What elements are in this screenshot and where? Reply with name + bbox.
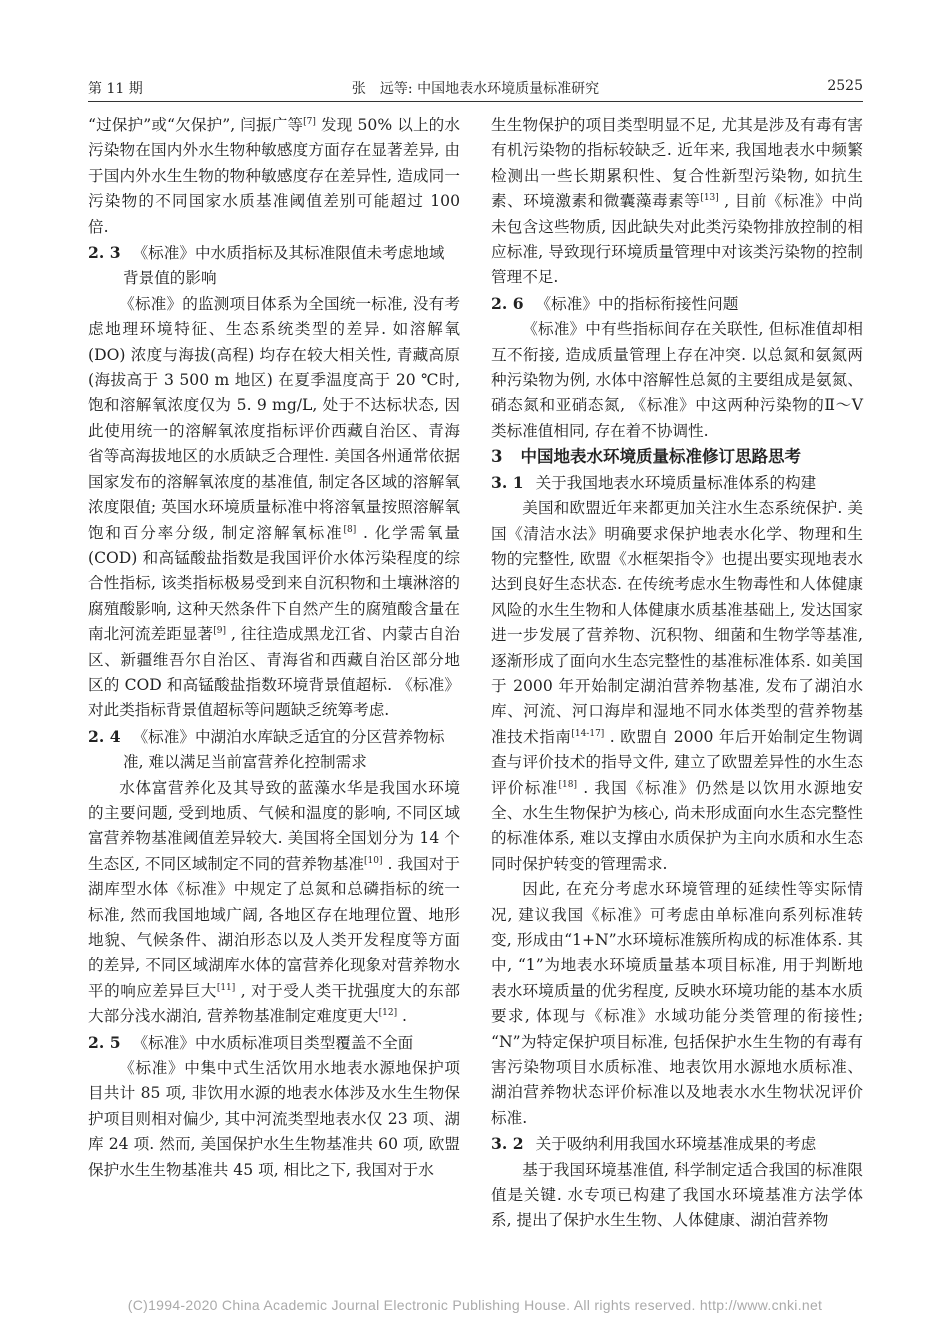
paragraph: “过保护”或“欠保护”, 闫振广等[7] 发现 50% 以上的水污染物在国内外水生物种敏感度方面存在显著差异, 由于国内外水生生物的物种敏感度存在差异性, 造成同一污染物的不同国家水质基准阈值差别可能超过 100 倍. [88, 116, 460, 236]
copyright-footer: (C)1994-2020 China Academic Journal Electronic Publishing House. All rights reserved. http://www.cnki.net [127, 1297, 823, 1313]
section-title: 《标准》中水质指标及其标准限值未考虑地域 [132, 244, 445, 263]
section-number: 2. 5 [88, 1032, 121, 1052]
section-heading-2-3 [88, 240, 460, 292]
citation-marker: [9] [213, 625, 226, 636]
section-number: 2. 4 [88, 726, 121, 746]
citation-marker: [10] [364, 855, 383, 866]
section-number: 3 [491, 447, 503, 467]
paragraph: 《标准》中有些指标间存在关联性, 但标准值却相互不衔接, 造成质量管理上存在冲突. 以总氮和氨氮两种污染物为例, 水体中溶解性总氮的主要组成是氨氮、硝态氮和亚硝态氮, 《标准》中这两种污染物的Ⅱ～Ⅴ类标准值相同, 存在着不协调性. [491, 320, 863, 440]
citation-marker: [12] [378, 1008, 398, 1019]
paragraph: 水体富营养化及其导致的蓝藻水华是我国水环境的主要问题, 受到地质、气候和温度的影响, 不同区域富营养物基准阈值差异较大. 美国将全国划分为 14 个生态区, 不同区域制定不同的营养物基准[10] . 我国对于湖库型水体《标准》中规定了总氮和总磷指标的统一标准, 然而我国地域广阔, 各地区存在地理位置、地形地貌、气候条件、湖泊形态以及人类开发程度等方面的差异, 不同区域湖库水体的富营养化现象对营养物水平的响应差异巨大[11] , 对于受人类干扰强度大的东部大部分浅水湖泊, 营养物基准制定难度更大[12] . [88, 778, 461, 1026]
section-title-continued: 背景值的影响 [123, 269, 217, 288]
paragraph: 美国和欧盟近年来都更加关注水生态系统保护. 美国《清洁水法》明确要求保护地表水化学、物理和生物的完整性, 欧盟《水框架指令》也提出要实现地表水达到良好生态状态. 在传统考虑水生物毒性和人体健康风险的水生生物和人体健康水质基准基础上, 发达国家进一步发展了营养物、沉积物、细菌和生物学等基准, 逐渐形成了面向水生态完整性的基准标准体系. 如美国于 2000 年开始制定湖泊营养物基准, 发布了湖泊水库、河流、河口海岸和湿地不同水体类型的营养物基准技术指南[14-17] . 欧盟自 2000 年后开始制定生物调查与评价技术的指导文件, 建立了欧盟差异性的水生态评价标准[18] . 我国《标准》仍然是以饮用水源地安全、水生生物保护为核心, 尚未形成面向水生态完整性的标准体系, 难以支撑由水质保护为主向水质和水生态同时保护转变的管理需求. [491, 499, 863, 873]
section-heading-2-4 [88, 724, 460, 776]
section-title: 《标准》中水质标准项目类型覆盖不全面 [132, 1033, 414, 1052]
section-title-continued: 准, 难以满足当前富营养化控制需求 [123, 753, 367, 772]
left-column [88, 113, 460, 1183]
right-column [491, 113, 863, 1234]
section-title: 关于我国地表水环境质量标准体系的构建 [535, 473, 817, 492]
page-number: 2525 [827, 78, 863, 94]
citation-marker: [14-17] [571, 728, 605, 739]
running-title: 张 远等: 中国地表水环境质量标准研究 [351, 81, 600, 97]
section-title: 中国地表水环境质量标准修订思路思考 [520, 447, 801, 467]
section-number: 3. 1 [491, 472, 524, 492]
section-number: 3. 2 [491, 1134, 524, 1154]
section-title: 关于吸纳利用我国水环境基准成果的考虑 [535, 1135, 817, 1154]
citation-marker: [8] [343, 524, 357, 535]
citation-marker: [7] [303, 116, 316, 127]
section-title: 《标准》中湖泊水库缺乏适宜的分区营养物标 [132, 727, 445, 746]
section-title: 《标准》中的指标衔接性问题 [535, 294, 739, 313]
section-number: 2. 3 [88, 243, 121, 263]
paragraph: 生生物保护的项目类型明显不足, 尤其是涉及有毒有害有机污染物的指标较缺乏. 近年来, 我国地表水中频繁检测出一些长期累积性、复合性新型污染物, 如抗生素、环境激素和微囊藻毒素等[13] , 目前《标准》中尚未包含这些物质, 因此缺失对此类污染物排放控制的相应标准, 导致现行环境质量管理中对该类污染物的控制管理不足. [491, 116, 863, 287]
issue-number: 第 11 期 [88, 81, 143, 97]
section-number: 2. 6 [491, 293, 524, 313]
section-heading-2-5 [88, 1030, 460, 1056]
header-rule [88, 101, 863, 102]
paragraph: 《标准》中集中式生活饮用水地表水源地保护项目共计 85 项, 非饮用水源的地表水体涉及水生生物保护项目则相对偏少, 其中河流类型地表水仅 23 项、湖库 24 项. 然而, 美国保护水生生物基准共 60 项, 欧盟保护水生生物基准共 45 项, 相比之下, 我国对于水 [88, 1059, 460, 1179]
section-heading-3 [491, 444, 863, 469]
running-header [88, 78, 863, 102]
section-heading-3-2 [491, 1131, 863, 1157]
citation-marker: [11] [216, 982, 236, 993]
paragraph: 因此, 在充分考虑水环境管理的延续性等实际情况, 建议我国《标准》可考虑由单标准向系列标准转变, 形成由“1+N”水环境标准簇所构成的标准体系. 其中, “1”为地表水环境质量基本项目标准, 用于判断地表水环境质量的优劣程度, 反映水环境功能的基本水质要求, 体现与《标准》水域功能分类管理的衔接性; “N”为特定保护项目标准, 包括保护水生生物的有毒有害污染物项目水质标准、地表饮用水源地水质标准、湖泊营养物状态评价标准以及地表水水生物状况评价标准. [491, 880, 863, 1127]
citation-marker: [13] [700, 193, 719, 204]
section-heading-2-6 [491, 291, 863, 317]
citation-marker: [18] [558, 779, 577, 790]
section-heading-3-1 [491, 470, 863, 496]
paragraph: 《标准》的监测项目体系为全国统一标准, 没有考虑地理环境特征、生态系统类型的差异. 如溶解氧(DO) 浓度与海拔(高程) 均存在较大相关性, 青藏高原(海拔高于 3 500 m 地区) 在夏季温度高于 20 ℃时, 饱和溶解氧浓度仅为 5. 9 mg/L, 处于不达标状态, 因此使用统一的溶解氧浓度指标评价西藏自治区、青海省等高海拔地区的水质缺乏合理性. 美国各州通常依据国家发布的溶解氧浓度的基准值, 制定各区域的溶解氧浓度限值; 英国水环境质量标准中将溶氧量按照溶解氧饱和百分率分级, 制定溶解氧标准[8] . 化学需氧量(COD) 和高锰酸盐指数是我国评价水体污染程度的综合性指标, 该类指标极易受到来自沉积物和土壤淋溶的腐殖酸影响, 这种天然条件下自然产生的腐殖酸含量在南北河流差距显著[9] , 往往造成黑龙江省、内蒙古自治区、新疆维吾尔自治区、青海省和西藏自治区部分地区的 COD 和高锰酸盐指数环境背景值超标. 《标准》对此类指标背景值超标等问题缺乏统筹考虑. [88, 294, 460, 720]
paragraph: 基于我国环境基准值, 科学制定适合我国的标准限值是关键. 水专项已构建了我国水环境基准方法学体系, 提出了保护水生生物、人体健康、湖泊营养物 [491, 1160, 863, 1230]
